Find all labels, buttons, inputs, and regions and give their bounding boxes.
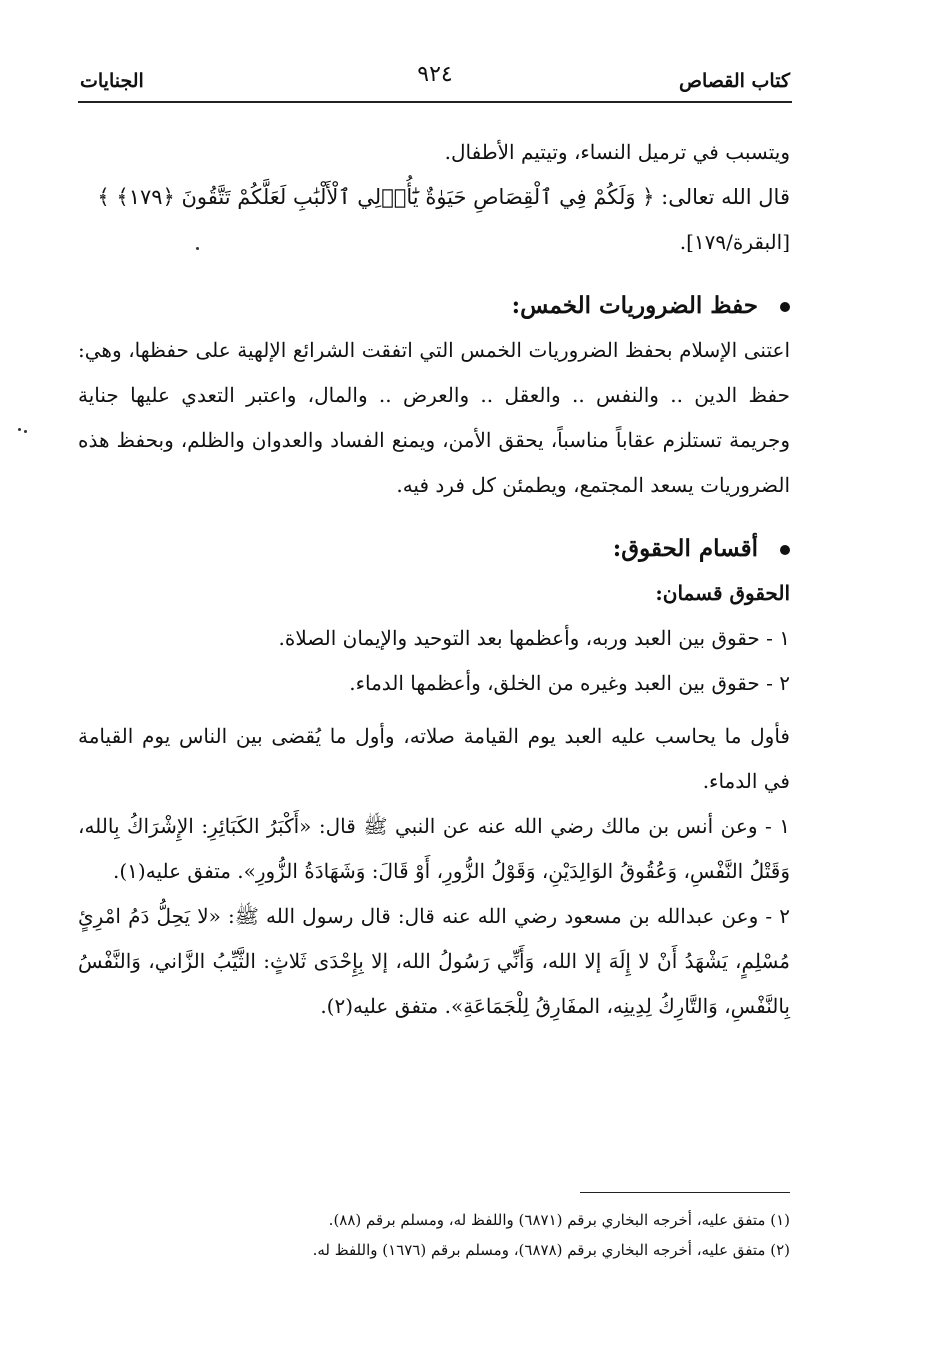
hadith-ibn-masud: ٢ - وعن عبدالله بن مسعود رضي الله عنه قال: قال رسول الله ﷺ: «لا يَحِلُّ دَمُ امْرِئٍ مُسْلِمٍ، يَشْهَدُ أَنْ لا إِلَهَ إلا الله، وَأَنِّي رَسُولُ الله، إلا بِإِحْدَى ثَلاثٍ: الثَّيِّبُ الزَّاني، وَالنَّفْسُ بِالنَّفْسِ، وَالتَّارِكُ لِدِينِه، المفَارِقُ لِلْجَمَاعَةِ». متفق عليه(٢). [78,904,791,1018]
bullet-icon [780,545,790,555]
footnote-rule [580,1192,790,1193]
header-rule [78,101,792,103]
section-heading-rights [78,526,790,571]
list-item: ٢ - حقوق بين العبد وغيره من الخلق، وأعظمها الدماء. [349,671,790,695]
scan-speck [24,430,27,433]
footnotes [150,1205,790,1265]
page-header [80,60,790,102]
verse-reference: [البقرة/١٧٩]. [679,230,790,254]
heading-text: حفظ الضروريات الخمس: [511,292,758,319]
page-body [78,130,790,1029]
scan-speck [18,428,21,431]
heading-text: أقسام الحقوق: [612,535,758,562]
page-number: ٩٢٤ [417,62,453,87]
bullet-icon [780,302,790,312]
quran-verse: قال الله تعالى: ﴿ وَلَكُمْ فِي ٱلْقِصَاصِ حَيَوٰةٌ يَٰٓأُو۟لِي ٱلْأَلْبَٰبِ لَعَلَّكُمْ تَتَّقُونَ ﴿١٧٩﴾ ﴾ [97,185,790,209]
list-item: ١ - حقوق بين العبد وربه، وأعظمها بعد التوحيد والإيمان الصلاة. [278,626,790,650]
intro-line: ويتسبب في ترميل النساء، وتيتيم الأطفال. [444,140,790,164]
book-title: كتاب القصاص [679,70,790,92]
paragraph-five-necessities: اعتنى الإسلام بحفظ الضروريات الخمس التي اتفقت الشرائع الإلهية على حفظها، وهي: حفظ الدين .. والنفس .. والعقل .. والعرض .. والمال، واعتبر التعدي عليها جناية وجريمة تستلزم عقاباً مناسباً، يحقق الأمن، ويمنع الفساد والعدوان والظلم، وبحفظ هذه الضروريات يسعد المجتمع، ويطمئن كل فرد فيه. [78,338,790,497]
chapter-title: الجنايات [80,70,144,92]
scan-speck [196,247,199,250]
hadith-anas: ١ - وعن أنس بن مالك رضي الله عنه عن النبي ﷺ قال: «أَكْبَرُ الكَبَائِرِ: الإِشْرَاكُ بِالله، وَقَتْلُ النَّفْسِ، وَعُقُوقُ الوَالِدَيْنِ، وَقَوْلُ الزُّورِ، أَوْ قَالَ: وَشَهَادَةُ الزُّورِ». متفق عليه(١). [78,814,790,883]
footnote: (٢) متفق عليه، أخرجه البخاري برقم (٦٨٧٨)، ومسلم برقم (١٦٧٦) واللفظ له. [312,1241,790,1259]
section-heading-five-necessities [78,283,790,328]
footnote: (١) متفق عليه، أخرجه البخاري برقم (٦٨٧١) واللفظ له، ومسلم برقم (٨٨). [328,1211,790,1229]
subheading-rights-types: الحقوق قسمان: [655,581,790,605]
paragraph-judgment: فأول ما يحاسب عليه العبد يوم القيامة صلاته، وأول ما يُقضى بين الناس يوم القيامة في الدماء. [78,724,790,793]
